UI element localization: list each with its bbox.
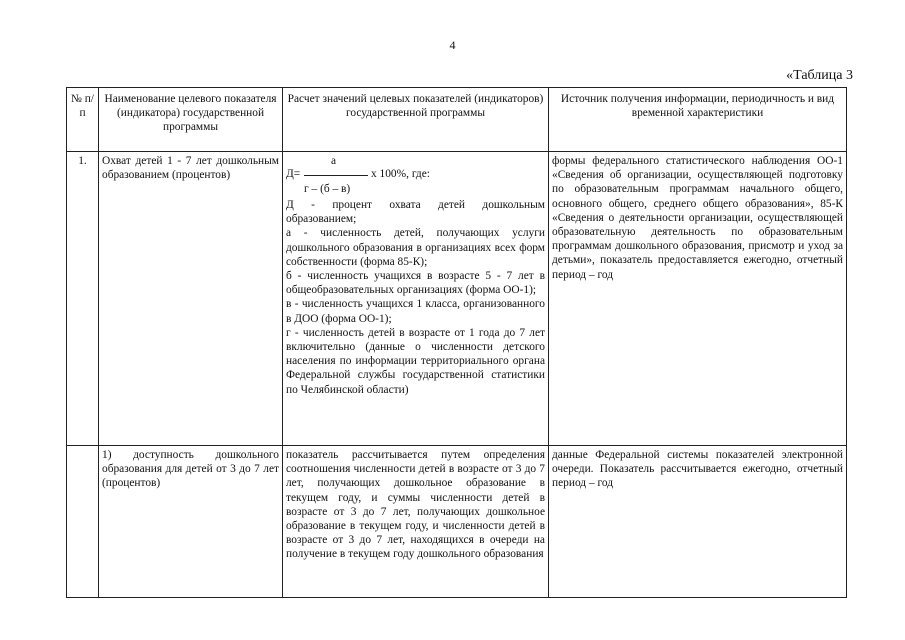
definition-line: а - численность детей, получающих услуги дошкольного образования в организациях всех форм собственности (форма 85-К); bbox=[286, 227, 545, 268]
header-number: № п/п bbox=[67, 88, 99, 152]
row-number bbox=[67, 446, 99, 598]
formula bbox=[286, 154, 545, 198]
header-indicator-name: Наименование целевого показателя (индикатора) государственной программы bbox=[99, 88, 283, 152]
indicator-name: 1) доступность дошкольного образования для детей от 3 до 7 лет (процентов) bbox=[99, 446, 283, 598]
header-source: Источник получения информации, периодичность и вид временной характеристики bbox=[549, 88, 847, 152]
indicator-name: Охват детей 1 - 7 лет дошкольным образованием (процентов) bbox=[99, 152, 283, 446]
table-caption: «Таблица 3 bbox=[786, 68, 853, 83]
indicators-table bbox=[66, 87, 847, 598]
formula-denominator: г – (б – в) bbox=[304, 183, 351, 195]
page-number: 4 bbox=[449, 38, 456, 52]
definition-line: в - численность учащихся 1 класса, организованного в ДОО (форма ОО-1); bbox=[286, 298, 545, 325]
definition-line: б - численность учащихся в возрасте 5 - 7 лет в общеобразовательных организациях (форма ОО-1); bbox=[286, 270, 545, 297]
table-header-row bbox=[67, 88, 847, 152]
fraction-bar bbox=[304, 175, 368, 176]
formula-rhs: x 100%, где: bbox=[371, 168, 430, 180]
calculation-cell: показатель рассчитывается путем определения соотношения численности детей в возрасте от 3 до 7 лет, получающих дошкольное образование в текущем году, и суммы численности детей в возрасте от 3 до 7 лет, получающих дошкольное образование в текущем году, и численности детей в возрасте от 3 до 7 лет, находящихся в очереди на получение в текущем году дошкольного образования bbox=[283, 446, 549, 598]
formula-numerator: а bbox=[331, 155, 337, 167]
source-cell: формы федерального статистического наблюдения ОО-1 «Сведения об организации, осуществляющей подготовку по образовательным программам начального общего, основного общего, среднего общего образования», 85-К «Сведения о деятельности организации, осуществляющей образовательную деятельность по образовательным программам дошкольного образования, присмотр и уход за детьми», показатель предоставляется ежегодно, отчетный период – год bbox=[549, 152, 847, 446]
row-number: 1. bbox=[67, 152, 99, 446]
table-row bbox=[67, 446, 847, 598]
formula-lhs: Д= bbox=[286, 168, 301, 180]
table-row bbox=[67, 152, 847, 446]
source-cell: данные Федеральной системы показателей электронной очереди. Показатель рассчитывается ежегодно, отчетный период – год bbox=[549, 446, 847, 598]
calculation-cell bbox=[283, 152, 549, 446]
definition-line: г - численность детей в возрасте от 1 года до 7 лет включительно (данные о численности детского населения по информации территориального органа Федеральной службы государственной статистики по Челябинской области) bbox=[286, 326, 545, 396]
definition-line: Д - процент охвата детей дошкольным образованием; bbox=[286, 199, 545, 226]
header-calculation: Расчет значений целевых показателей (индикаторов) государственной программы bbox=[283, 88, 549, 152]
